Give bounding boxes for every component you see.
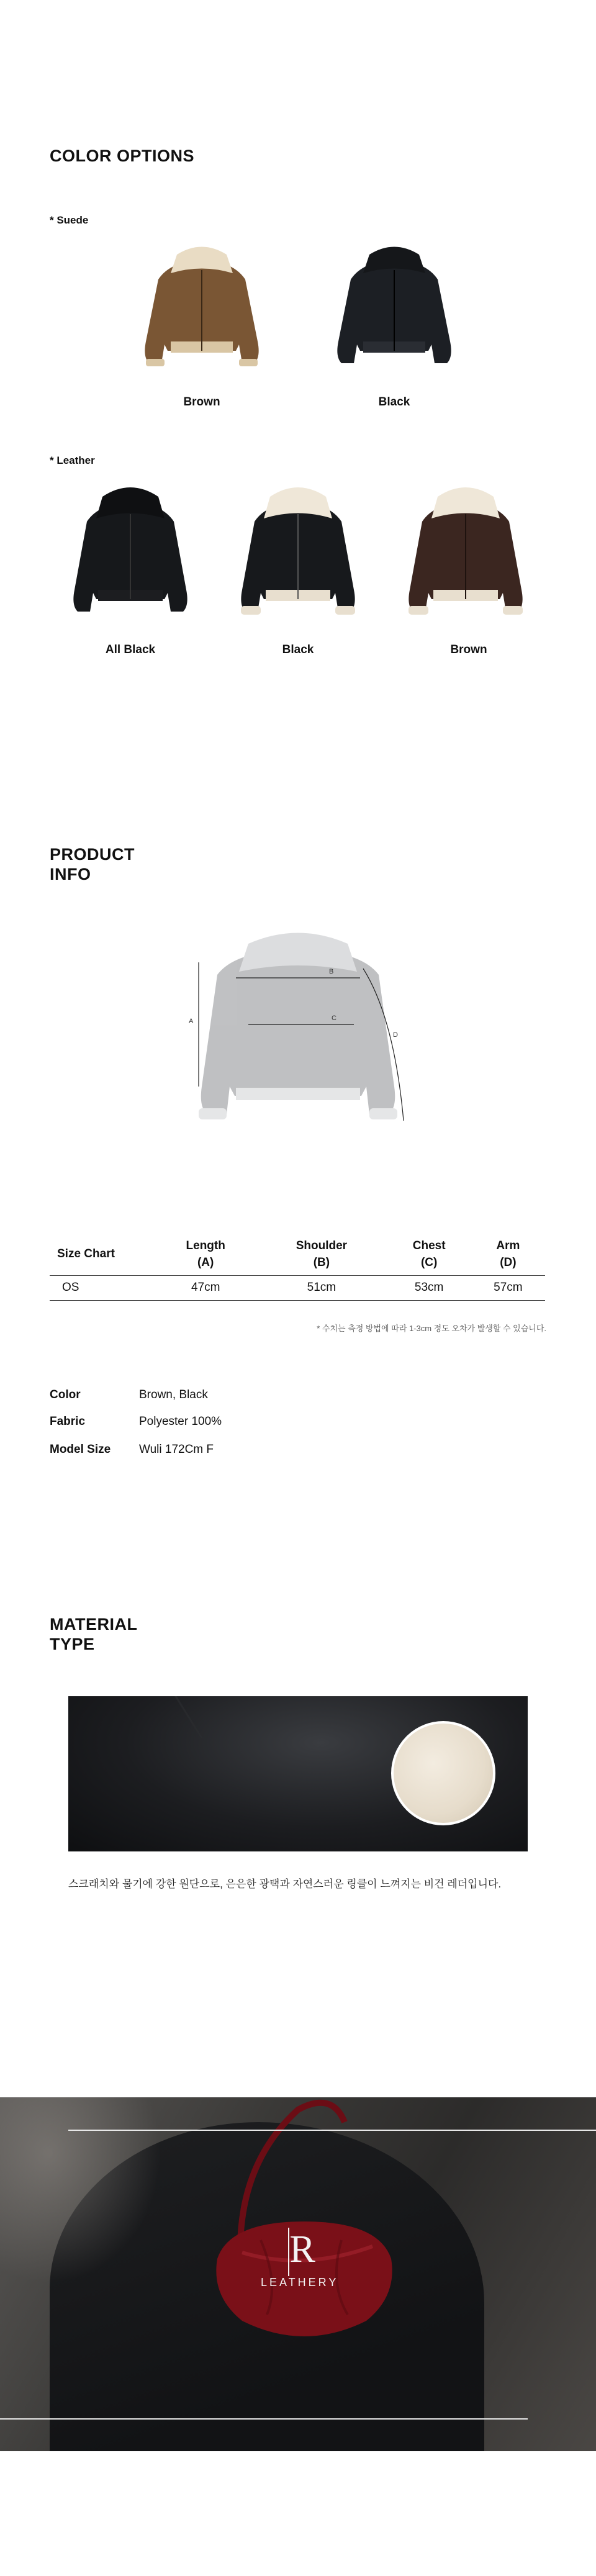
size-chart-note: * 수치는 측정 방법에 따라 1-3cm 정도 오차가 발생할 수 있습니다. <box>317 1324 546 1333</box>
diagram-label-b: B <box>329 968 334 975</box>
product-info-title-line1: PRODUCT <box>50 845 135 864</box>
spec-fabric-value: Polyester 100% <box>139 1415 222 1428</box>
material-title-line1: MATERIAL <box>50 1615 138 1634</box>
material-type-title <box>50 1614 137 1654</box>
leather-black-caption: Black <box>282 643 314 656</box>
spec-model-value: Wuli 172Cm F <box>139 1443 214 1456</box>
leather-all-black-caption: All Black <box>105 643 156 656</box>
leather-black-jacket-image[interactable] <box>230 478 366 627</box>
diagram-label-a: A <box>189 1018 194 1025</box>
size-chart-header-row <box>50 1233 545 1275</box>
size-chart-header-chest: Chest (C) <box>412 1239 446 1269</box>
leather-all-black-jacket-image[interactable] <box>62 478 199 627</box>
brand-logo <box>261 2228 339 2289</box>
size-chart-header-arm: Arm (D) <box>496 1239 520 1269</box>
size-chart-cell-arm: 57cm <box>471 1275 545 1300</box>
table-row <box>50 1275 545 1300</box>
size-chart-header-length: Length (A) <box>186 1239 225 1269</box>
suede-black-caption: Black <box>378 395 410 409</box>
swatch-seam <box>68 1696 202 1810</box>
size-chart-header-size: Size Chart <box>57 1247 115 1261</box>
diagram-label-c: C <box>332 1015 336 1022</box>
product-info-title <box>50 844 135 884</box>
suede-brown-caption: Brown <box>183 395 220 409</box>
product-info-title-line2: INFO <box>50 865 91 884</box>
size-chart-cell-chest: 53cm <box>387 1275 471 1300</box>
material-title-line2: TYPE <box>50 1635 95 1653</box>
size-chart-header-shoulder: Shoulder (B) <box>296 1239 348 1269</box>
material-swatch-image <box>68 1696 528 1851</box>
spec-color-value: Brown, Black <box>139 1388 208 1401</box>
measurement-diagram <box>180 925 416 1149</box>
suede-label: * Suede <box>50 214 89 226</box>
size-chart-cell-size: OS <box>50 1275 155 1300</box>
diagram-label-d: D <box>393 1031 398 1039</box>
brand-logo-mark: R <box>261 2228 335 2271</box>
brand-name: LEATHERY <box>261 2276 339 2289</box>
color-options-title: COLOR OPTIONS <box>50 147 195 165</box>
banner-bottom-rule <box>0 2418 528 2420</box>
shearling-closeup-circle <box>391 1721 495 1825</box>
leather-brown-caption: Brown <box>450 643 487 656</box>
brand-banner <box>0 2097 596 2451</box>
size-chart-table <box>50 1233 545 1301</box>
size-chart-cell-length: 47cm <box>155 1275 256 1300</box>
banner-top-rule <box>68 2130 596 2131</box>
leather-label: * Leather <box>50 454 95 466</box>
size-chart-cell-shoulder: 51cm <box>256 1275 387 1300</box>
spec-fabric-label: Fabric <box>50 1415 86 1428</box>
spec-model-label: Model Size <box>50 1443 111 1456</box>
suede-black-jacket-image[interactable] <box>326 236 463 379</box>
material-description: 스크래치와 물기에 강한 원단으로, 은은한 광택과 자연스러운 링클이 느껴지는 비건 레더입니다. <box>68 1878 502 1890</box>
banner-hair-shade <box>0 2097 161 2284</box>
suede-brown-jacket-image[interactable] <box>133 236 270 379</box>
leather-brown-jacket-image[interactable] <box>397 478 534 627</box>
spec-color-label: Color <box>50 1388 81 1401</box>
